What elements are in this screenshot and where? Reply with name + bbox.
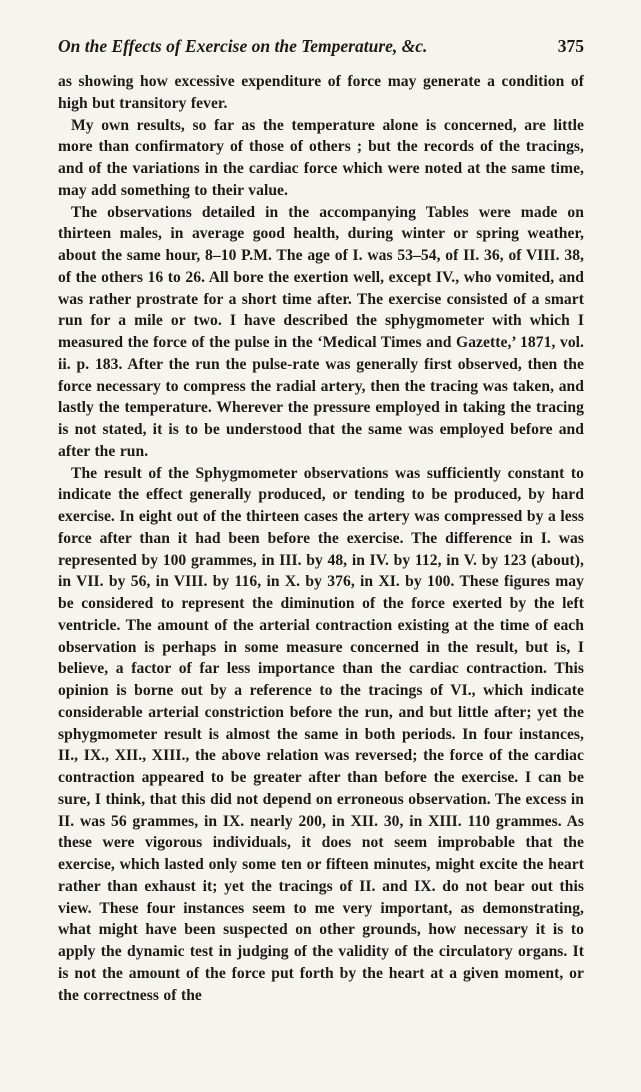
paragraph-sphygmometer: The result of the Sphygmometer observations was sufficiently constant to indicate the effect generally produced, or tending to be produced, by hard exercise. In eight out of the thirteen cases the artery was compressed by a less force after than it had been before the exercise. The difference in I. was represented by 100 grammes, in III. by 48, in IV. by 112, in V. by 123 (about), in VII. by 56, in VIII. by 116, in X. by 376, in XI. by 100. These figures may be considered to represent the diminution of the force exerted by the left ventricle. The amount of the arterial contraction existing at the time of each observation is perhaps in some measure concerned in the result, but is, I believe, a factor of far less importance than the cardiac contraction. This opinion is borne out by a reference to the tracings of VI., which indicate considerable arterial constriction before the run, and but little after; yet the sphygmometer result is almost the same in both periods. In four instances, II., IX., XII., XIII., the above relation was reversed; the force of the cardiac contraction appeared to be greater after than before the exercise. I can be sure, I think, that this did not depend on erroneous observation. The excess in II. was 56 grammes, in IX. nearly 200, in XII. 30, in XIII. 110 grammes. As these were vigorous individuals, it does not seem improbable that the exercise, which lasted only some ten or fifteen minutes, might excite the heart rather than exhaust it; yet the tracings of II. and IX. do not bear out this view. These four instances seem to me very important, as demonstrating, what might have been suspected on other grounds, how necessary it is to apply the dynamic test in judging of the validity of the circulatory organs. It is not the amount of the force put forth by the heart at a given moment, or the correctness of the [58,464,584,1004]
paragraph-results: My own results, so far as the temperature alone is concerned, are little more than confirmatory of those of others ; but the records of the tracings, and of the variations in the cardiac force which were noted at the same time, may add something to their value. [58,116,584,199]
paragraph-continued: as showing how excessive expenditure of force may generate a condition of high but transitory fever. [58,73,584,112]
paragraph-observations: The observations detailed in the accompanying Tables were made on thirteen males, in average good health, during winter or spring weather, about the same hour, 8–10 P.M. The age of I. was 53–54, of II. 36, of VIII. 38, of the others 16 to 26. All bore the exertion well, except IV., who vomited, and was rather prostrate for a short time after. The exercise consisted of a smart run for a mile or two. I have described the sphygmometer with which I measured the force of the pulse in the ‘Medical Times and Gazette,’ 1871, vol. ii. p. 183. After the run the pulse-rate was generally first observed, then the force necessary to compress the radial artery, then the tracing was taken, and lastly the temperature. Wherever the pressure employed in taking the tracing is not stated, it is to be understood that the same was employed before and after the run. [58,203,584,460]
running-title: On the Effects of Exercise on the Temperature, &c. [58,36,428,56]
page-number: 375 [557,36,584,56]
body-text [58,71,584,1006]
running-head [58,36,584,58]
